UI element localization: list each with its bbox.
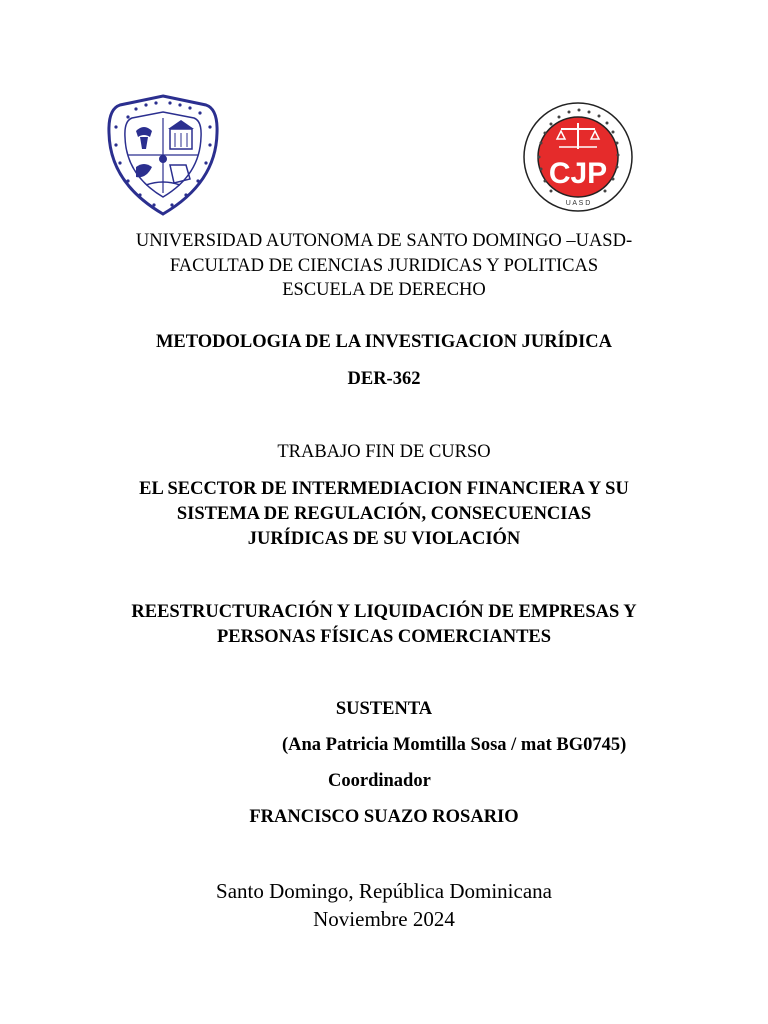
faculty-name: FACULTAD DE CIENCIAS JURIDICAS Y POLITICAS <box>169 256 599 276</box>
location: Santo Domingo, República Dominicana <box>216 879 552 903</box>
sustenta-label: SUSTENTA <box>335 699 433 719</box>
work-subtitle-line-2: PERSONAS FÍSICAS COMERCIANTES <box>216 627 552 647</box>
cjp-faculty-seal-logo <box>521 99 635 215</box>
work-type: TRABAJO FIN DE CURSO <box>277 442 491 462</box>
student-name: (Ana Patricia Momtilla Sosa / mat BG0745) <box>282 735 627 755</box>
university-name: UNIVERSIDAD AUTONOMA DE SANTO DOMINGO –UASD- <box>135 231 633 251</box>
uasd-seal-logo <box>106 93 220 217</box>
svg-text:U A S D: U A S D <box>565 200 591 207</box>
work-title-line-2: SISTEMA DE REGULACIÓN, CONSECUENCIAS <box>176 504 592 524</box>
school-name: ESCUELA DE DERECHO <box>282 280 486 300</box>
course-code: DER-362 <box>347 369 421 389</box>
course-name: METODOLOGIA DE LA INVESTIGACION JURÍDICA <box>155 332 613 352</box>
work-subtitle-line-1: REESTRUCTURACIÓN Y LIQUIDACIÓN DE EMPRESAS Y <box>131 602 637 622</box>
coordinator-name: FRANCISCO SUAZO ROSARIO <box>249 807 519 827</box>
coordinator-label: Coordinador <box>328 771 431 791</box>
work-title-line-3: JURÍDICAS DE SU VIOLACIÓN <box>247 529 521 549</box>
cjp-monogram: CJP <box>548 157 608 190</box>
work-title-line-1: EL SECCTOR DE INTERMEDIACION FINANCIERA Y SU <box>139 479 629 499</box>
date: Noviembre 2024 <box>313 907 455 931</box>
